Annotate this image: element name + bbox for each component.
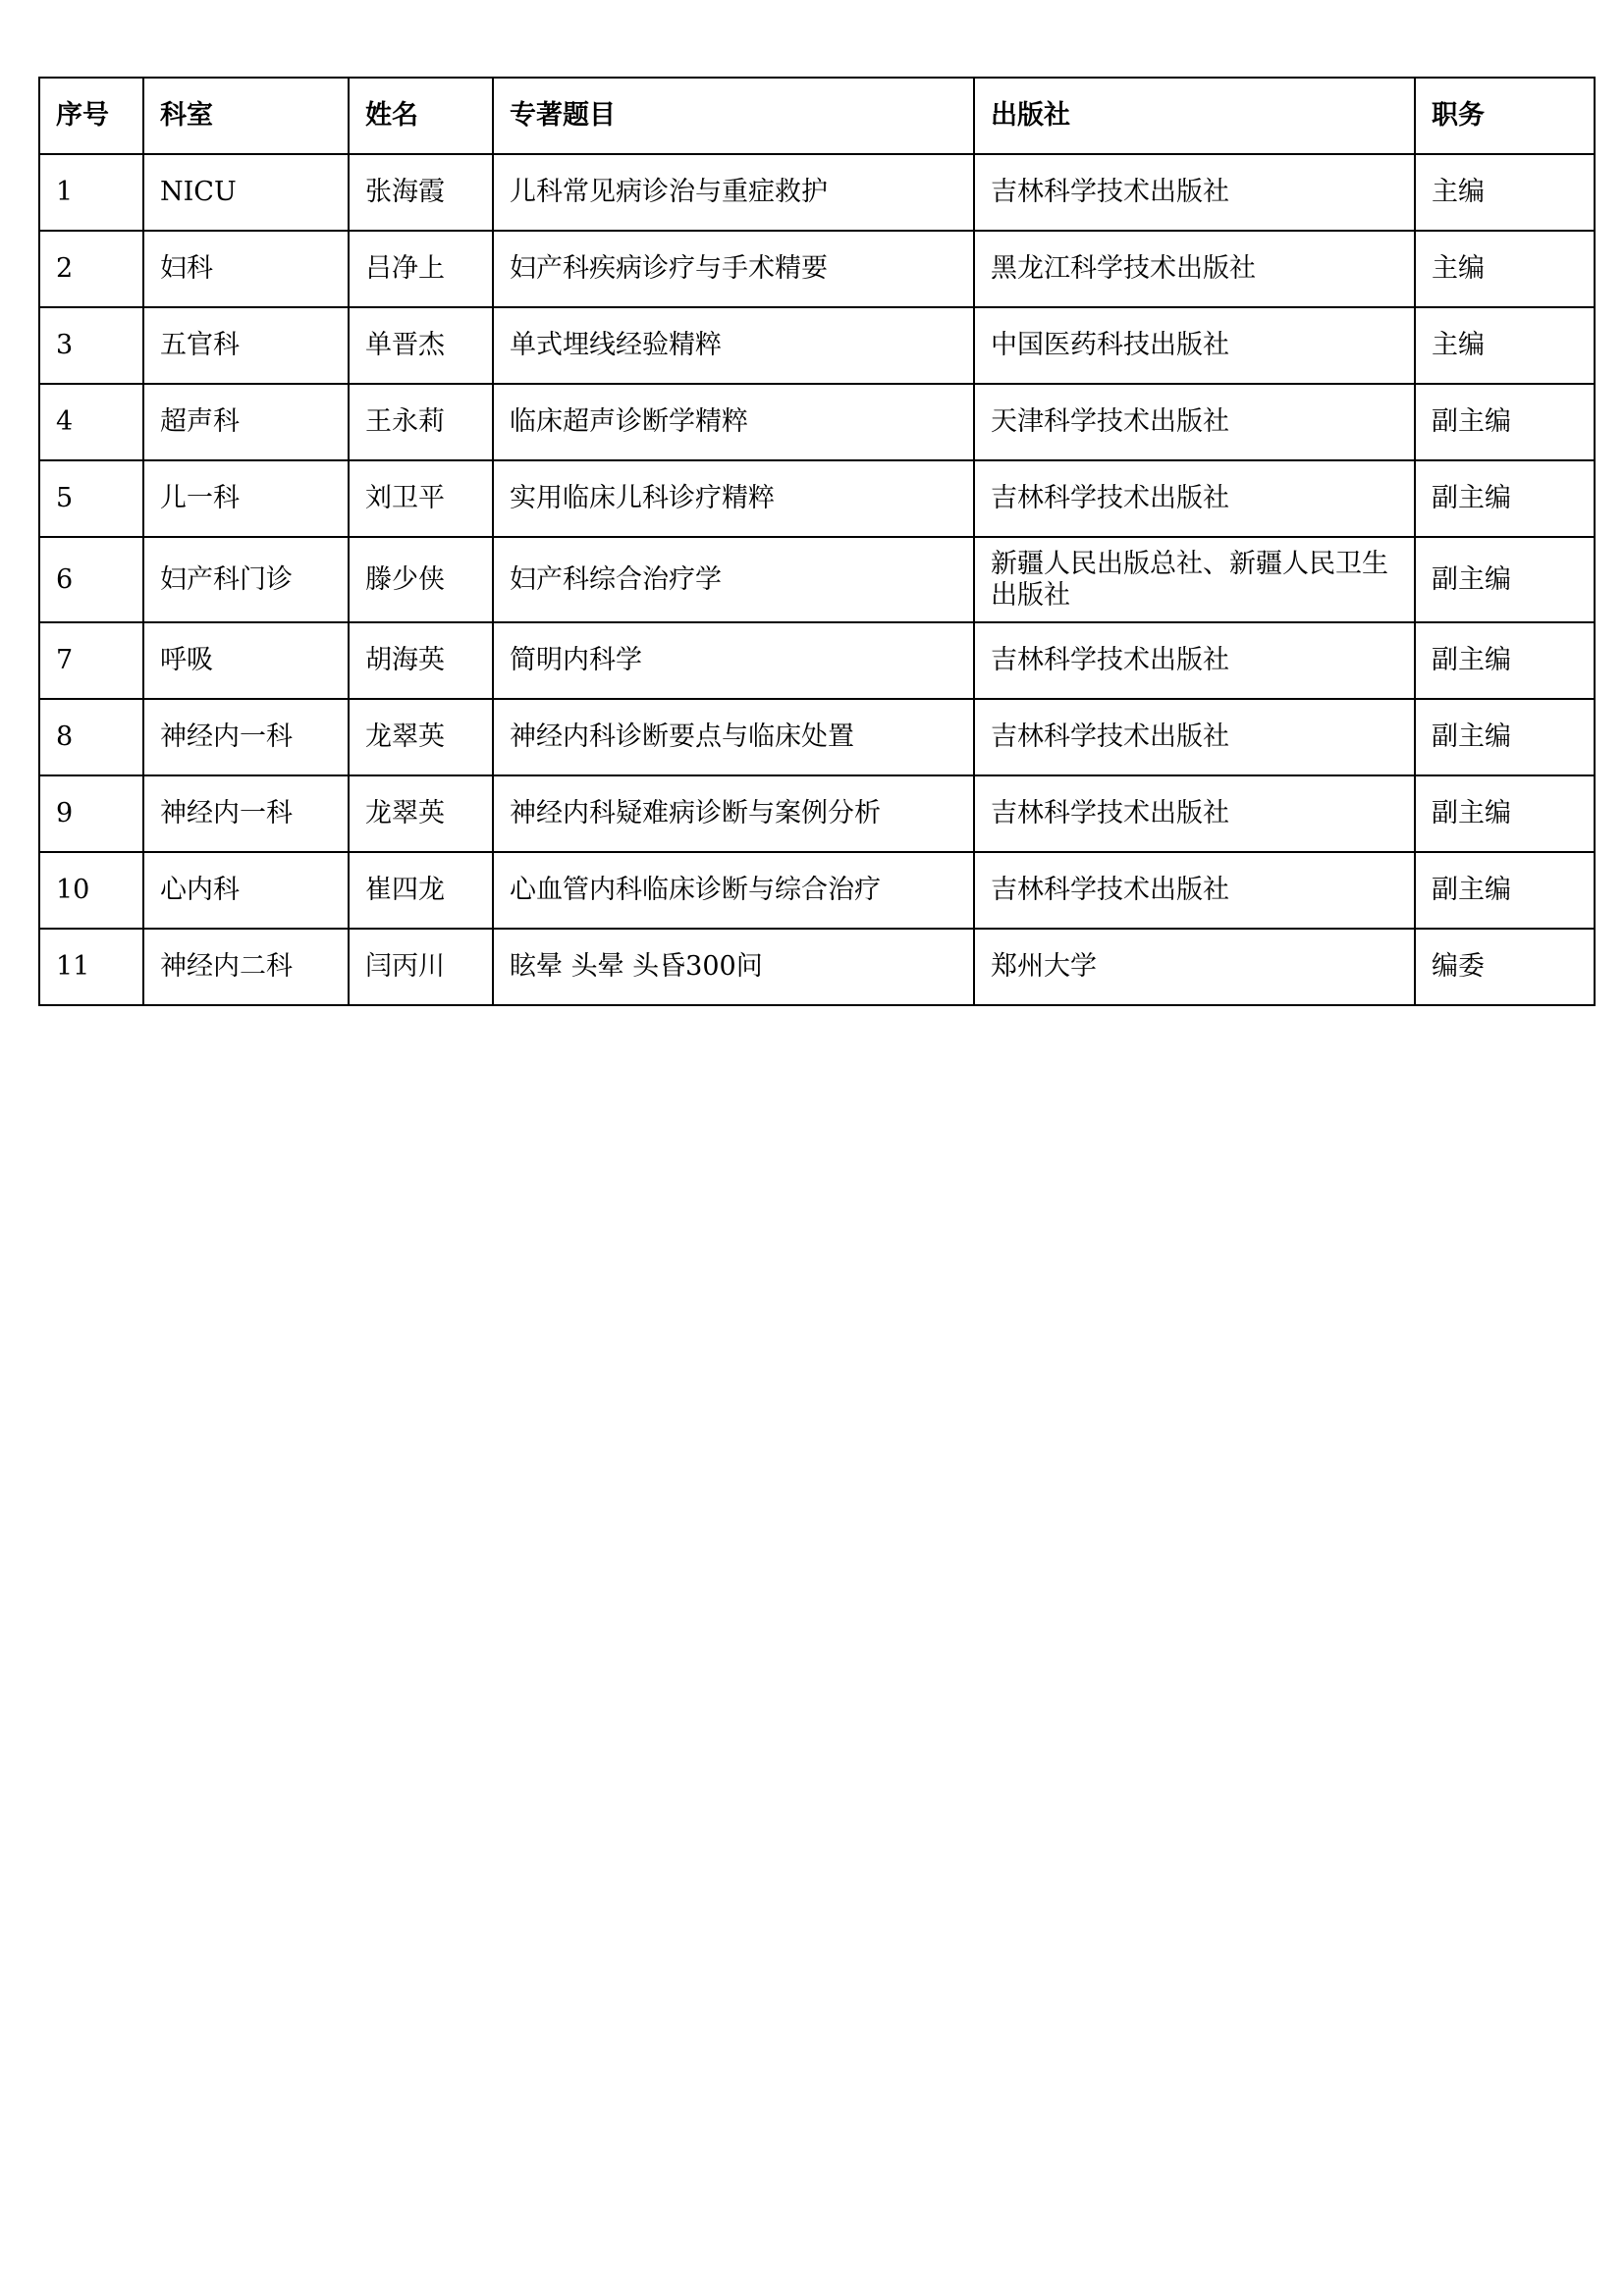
header-publisher: 出版社 <box>974 78 1415 154</box>
cell-department: 神经内二科 <box>143 929 349 1005</box>
header-department: 科室 <box>143 78 349 154</box>
cell-book-title: 心血管内科临床诊断与综合治疗 <box>493 852 974 929</box>
cell-serial-number: 3 <box>39 307 143 384</box>
cell-role: 副主编 <box>1415 384 1595 460</box>
cell-department: 神经内一科 <box>143 699 349 775</box>
cell-serial-number: 10 <box>39 852 143 929</box>
cell-publisher: 吉林科学技术出版社 <box>974 460 1415 537</box>
cell-book-title: 临床超声诊断学精粹 <box>493 384 974 460</box>
cell-department: 超声科 <box>143 384 349 460</box>
cell-author-name: 龙翠英 <box>349 775 493 852</box>
table-row <box>39 852 1595 929</box>
cell-role: 主编 <box>1415 154 1595 231</box>
header-book-title: 专著题目 <box>493 78 974 154</box>
cell-publisher: 新疆人民出版总社、新疆人民卫生出版社 <box>974 537 1415 622</box>
cell-role: 编委 <box>1415 929 1595 1005</box>
cell-publisher: 郑州大学 <box>974 929 1415 1005</box>
cell-department: 妇产科门诊 <box>143 537 349 622</box>
cell-serial-number: 11 <box>39 929 143 1005</box>
cell-book-title: 妇产科疾病诊疗与手术精要 <box>493 231 974 307</box>
cell-serial-number: 5 <box>39 460 143 537</box>
cell-role: 副主编 <box>1415 852 1595 929</box>
cell-author-name: 滕少侠 <box>349 537 493 622</box>
cell-department: 儿一科 <box>143 460 349 537</box>
table-row <box>39 384 1595 460</box>
cell-serial-number: 6 <box>39 537 143 622</box>
cell-publisher: 天津科学技术出版社 <box>974 384 1415 460</box>
cell-book-title: 儿科常见病诊治与重症救护 <box>493 154 974 231</box>
cell-role: 主编 <box>1415 307 1595 384</box>
table-row <box>39 929 1595 1005</box>
cell-book-title: 眩晕 头晕 头昏300问 <box>493 929 974 1005</box>
table-row <box>39 154 1595 231</box>
cell-publisher: 吉林科学技术出版社 <box>974 154 1415 231</box>
cell-author-name: 单晋杰 <box>349 307 493 384</box>
cell-publisher: 黑龙江科学技术出版社 <box>974 231 1415 307</box>
table-row <box>39 231 1595 307</box>
cell-role: 副主编 <box>1415 460 1595 537</box>
cell-book-title: 单式埋线经验精粹 <box>493 307 974 384</box>
cell-publisher: 吉林科学技术出版社 <box>974 622 1415 699</box>
publications-table <box>38 77 1596 1006</box>
cell-publisher: 吉林科学技术出版社 <box>974 699 1415 775</box>
table-row <box>39 307 1595 384</box>
header-serial-number: 序号 <box>39 78 143 154</box>
cell-serial-number: 2 <box>39 231 143 307</box>
cell-publisher: 吉林科学技术出版社 <box>974 775 1415 852</box>
cell-publisher: 中国医药科技出版社 <box>974 307 1415 384</box>
cell-department: 呼吸 <box>143 622 349 699</box>
cell-author-name: 胡海英 <box>349 622 493 699</box>
cell-author-name: 闫丙川 <box>349 929 493 1005</box>
header-author-name: 姓名 <box>349 78 493 154</box>
table-row <box>39 775 1595 852</box>
header-role: 职务 <box>1415 78 1595 154</box>
cell-role: 副主编 <box>1415 537 1595 622</box>
cell-department: 神经内一科 <box>143 775 349 852</box>
table-row <box>39 622 1595 699</box>
cell-role: 主编 <box>1415 231 1595 307</box>
cell-role: 副主编 <box>1415 622 1595 699</box>
cell-serial-number: 7 <box>39 622 143 699</box>
cell-book-title: 实用临床儿科诊疗精粹 <box>493 460 974 537</box>
cell-department: NICU <box>143 154 349 231</box>
cell-author-name: 龙翠英 <box>349 699 493 775</box>
cell-serial-number: 1 <box>39 154 143 231</box>
table-row <box>39 699 1595 775</box>
cell-author-name: 吕净上 <box>349 231 493 307</box>
cell-author-name: 王永莉 <box>349 384 493 460</box>
cell-author-name: 张海霞 <box>349 154 493 231</box>
cell-book-title: 神经内科诊断要点与临床处置 <box>493 699 974 775</box>
table-row <box>39 460 1595 537</box>
cell-book-title: 神经内科疑难病诊断与案例分析 <box>493 775 974 852</box>
cell-author-name: 刘卫平 <box>349 460 493 537</box>
table-row <box>39 537 1595 622</box>
cell-role: 副主编 <box>1415 699 1595 775</box>
cell-department: 心内科 <box>143 852 349 929</box>
cell-book-title: 妇产科综合治疗学 <box>493 537 974 622</box>
cell-author-name: 崔四龙 <box>349 852 493 929</box>
cell-book-title: 简明内科学 <box>493 622 974 699</box>
cell-serial-number: 8 <box>39 699 143 775</box>
cell-publisher: 吉林科学技术出版社 <box>974 852 1415 929</box>
cell-serial-number: 9 <box>39 775 143 852</box>
cell-serial-number: 4 <box>39 384 143 460</box>
cell-department: 妇科 <box>143 231 349 307</box>
table-header-row <box>39 78 1595 154</box>
cell-department: 五官科 <box>143 307 349 384</box>
cell-role: 副主编 <box>1415 775 1595 852</box>
